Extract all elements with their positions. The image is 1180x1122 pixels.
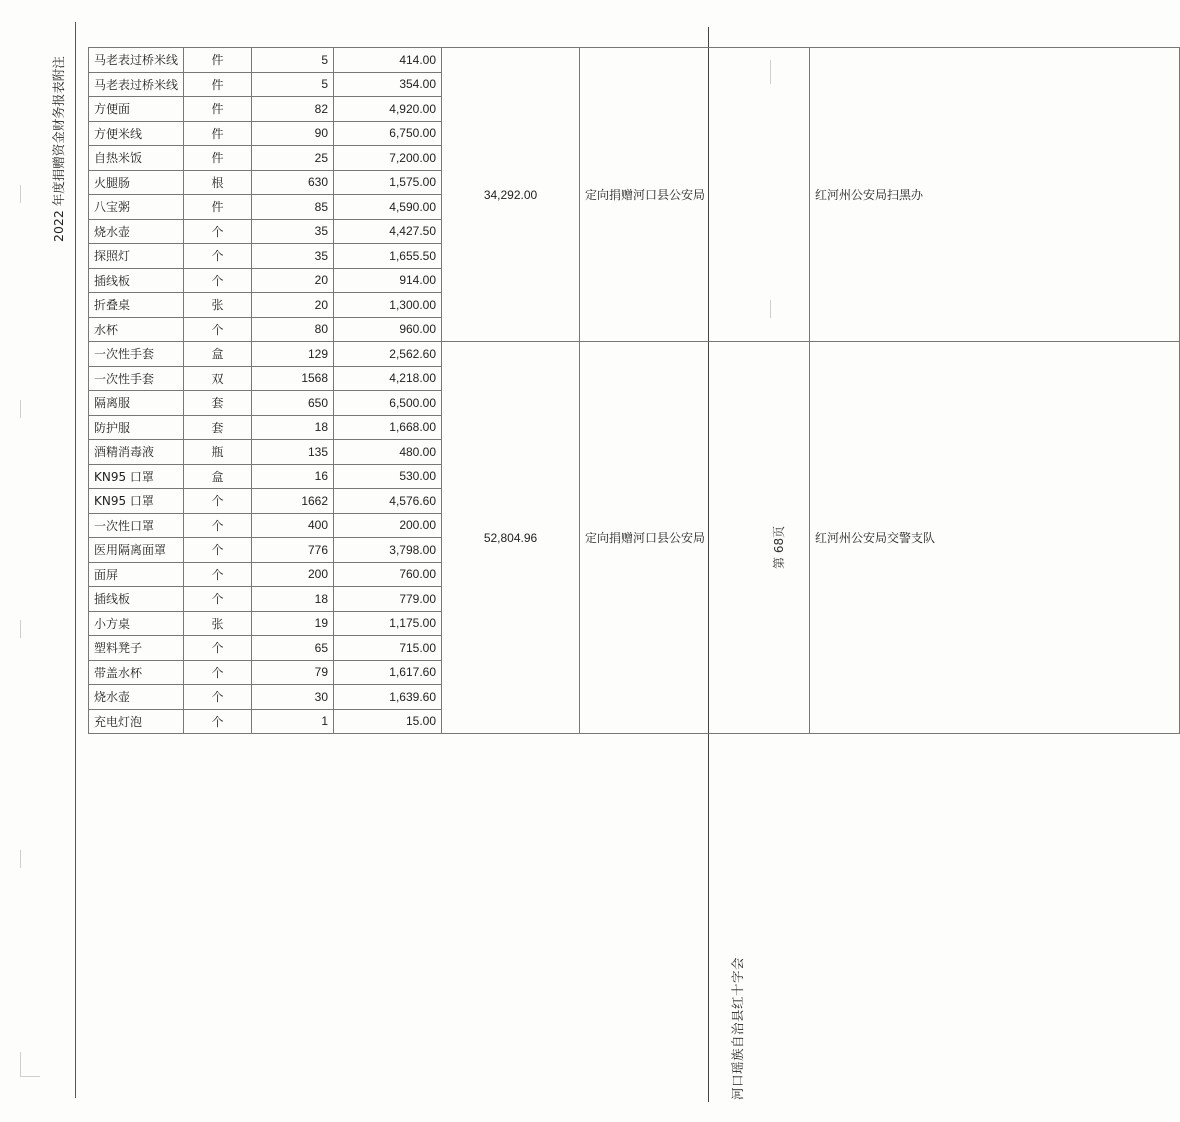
unit-cell: 个: [184, 709, 252, 734]
quantity-cell: 65: [252, 636, 334, 661]
quantity-cell: 1568: [252, 366, 334, 391]
amount-cell: 2,562.60: [334, 342, 442, 367]
quantity-cell: 135: [252, 440, 334, 465]
page-number: 第 68页: [772, 525, 786, 569]
unit-cell: 件: [184, 121, 252, 146]
quantity-cell: 129: [252, 342, 334, 367]
amount-cell: 6,750.00: [334, 121, 442, 146]
table-row: [89, 342, 1180, 367]
quantity-cell: 20: [252, 268, 334, 293]
unit-cell: 件: [184, 97, 252, 122]
unit-cell: 个: [184, 268, 252, 293]
unit-cell: 件: [184, 195, 252, 220]
unit-cell: 个: [184, 636, 252, 661]
item-name-cell: 一次性口罩: [89, 513, 184, 538]
amount-cell: 4,920.00: [334, 97, 442, 122]
recipient-cell: 红河州公安局扫黑办: [810, 48, 1180, 342]
amount-cell: 1,575.00: [334, 170, 442, 195]
unit-cell: 盒: [184, 342, 252, 367]
unit-cell: 个: [184, 660, 252, 685]
item-name-cell: 方便面: [89, 97, 184, 122]
quantity-cell: 630: [252, 170, 334, 195]
quantity-cell: 20: [252, 293, 334, 318]
amount-cell: 4,590.00: [334, 195, 442, 220]
quantity-cell: 400: [252, 513, 334, 538]
unit-cell: 件: [184, 146, 252, 171]
amount-cell: 354.00: [334, 72, 442, 97]
amount-cell: 4,218.00: [334, 366, 442, 391]
group-total-cell: 34,292.00: [442, 48, 580, 342]
unit-cell: 个: [184, 538, 252, 563]
unit-cell: 个: [184, 587, 252, 612]
item-name-cell: 防护服: [89, 415, 184, 440]
quantity-cell: 30: [252, 685, 334, 710]
quantity-cell: 82: [252, 97, 334, 122]
amount-cell: 779.00: [334, 587, 442, 612]
quantity-cell: 19: [252, 611, 334, 636]
item-name-cell: 自热米饭: [89, 146, 184, 171]
amount-cell: 414.00: [334, 48, 442, 73]
organization-name: 河口瑶族自治县红十字会: [730, 956, 745, 1100]
group-note-cell: 定向捐赠河口县公安局: [580, 48, 810, 342]
group-total-cell: 52,804.96: [442, 342, 580, 734]
unit-cell: 个: [184, 219, 252, 244]
item-name-cell: 一次性手套: [89, 366, 184, 391]
unit-cell: 瓶: [184, 440, 252, 465]
item-name-cell: 烧水壶: [89, 685, 184, 710]
quantity-cell: 18: [252, 415, 334, 440]
quantity-cell: 650: [252, 391, 334, 416]
donation-table: [88, 47, 1180, 734]
unit-cell: 套: [184, 415, 252, 440]
unit-cell: 盒: [184, 464, 252, 489]
amount-cell: 7,200.00: [334, 146, 442, 171]
amount-cell: 530.00: [334, 464, 442, 489]
quantity-cell: 85: [252, 195, 334, 220]
item-name-cell: 烧水壶: [89, 219, 184, 244]
item-name-cell: 充电灯泡: [89, 709, 184, 734]
quantity-cell: 35: [252, 244, 334, 269]
amount-cell: 760.00: [334, 562, 442, 587]
unit-cell: 件: [184, 48, 252, 73]
item-name-cell: 隔离服: [89, 391, 184, 416]
quantity-cell: 80: [252, 317, 334, 342]
amount-cell: 1,617.60: [334, 660, 442, 685]
amount-cell: 960.00: [334, 317, 442, 342]
unit-cell: 个: [184, 317, 252, 342]
amount-cell: 715.00: [334, 636, 442, 661]
amount-cell: 4,576.60: [334, 489, 442, 514]
item-name-cell: 水杯: [89, 317, 184, 342]
unit-cell: 套: [184, 391, 252, 416]
item-name-cell: 插线板: [89, 587, 184, 612]
item-name-cell: 小方桌: [89, 611, 184, 636]
unit-cell: 张: [184, 293, 252, 318]
group-note-cell: 定向捐赠河口县公安局: [580, 342, 810, 734]
quantity-cell: 16: [252, 464, 334, 489]
item-name-cell: KN95 口罩: [89, 489, 184, 514]
quantity-cell: 1: [252, 709, 334, 734]
amount-cell: 914.00: [334, 268, 442, 293]
item-name-cell: 插线板: [89, 268, 184, 293]
amount-cell: 1,639.60: [334, 685, 442, 710]
unit-cell: 张: [184, 611, 252, 636]
amount-cell: 15.00: [334, 709, 442, 734]
item-name-cell: 带盖水杯: [89, 660, 184, 685]
recipient-cell: 红河州公安局交警支队: [810, 342, 1180, 734]
unit-cell: 个: [184, 562, 252, 587]
amount-cell: 3,798.00: [334, 538, 442, 563]
amount-cell: 6,500.00: [334, 391, 442, 416]
quantity-cell: 79: [252, 660, 334, 685]
quantity-cell: 18: [252, 587, 334, 612]
amount-cell: 1,175.00: [334, 611, 442, 636]
unit-cell: 个: [184, 244, 252, 269]
item-name-cell: 八宝粥: [89, 195, 184, 220]
quantity-cell: 200: [252, 562, 334, 587]
unit-cell: 个: [184, 513, 252, 538]
quantity-cell: 776: [252, 538, 334, 563]
item-name-cell: 折叠桌: [89, 293, 184, 318]
amount-cell: 200.00: [334, 513, 442, 538]
quantity-cell: 1662: [252, 489, 334, 514]
table-row: [89, 48, 1180, 73]
amount-cell: 1,300.00: [334, 293, 442, 318]
item-name-cell: 面屏: [89, 562, 184, 587]
item-name-cell: 马老表过桥米线: [89, 72, 184, 97]
item-name-cell: 一次性手套: [89, 342, 184, 367]
unit-cell: 双: [184, 366, 252, 391]
item-name-cell: 方便米线: [89, 121, 184, 146]
quantity-cell: 90: [252, 121, 334, 146]
item-name-cell: 探照灯: [89, 244, 184, 269]
top-rule: [75, 22, 76, 1098]
item-name-cell: 医用隔离面罩: [89, 538, 184, 563]
quantity-cell: 5: [252, 48, 334, 73]
item-name-cell: KN95 口罩: [89, 464, 184, 489]
quantity-cell: 35: [252, 219, 334, 244]
item-name-cell: 酒精消毒液: [89, 440, 184, 465]
quantity-cell: 5: [252, 72, 334, 97]
item-name-cell: 马老表过桥米线: [89, 48, 184, 73]
amount-cell: 1,668.00: [334, 415, 442, 440]
amount-cell: 4,427.50: [334, 219, 442, 244]
unit-cell: 个: [184, 489, 252, 514]
report-title: 2022 年度捐赠资金财务报表附注: [51, 56, 66, 242]
amount-cell: 1,655.50: [334, 244, 442, 269]
amount-cell: 480.00: [334, 440, 442, 465]
unit-cell: 件: [184, 72, 252, 97]
item-name-cell: 塑料凳子: [89, 636, 184, 661]
unit-cell: 个: [184, 685, 252, 710]
quantity-cell: 25: [252, 146, 334, 171]
unit-cell: 根: [184, 170, 252, 195]
item-name-cell: 火腿肠: [89, 170, 184, 195]
